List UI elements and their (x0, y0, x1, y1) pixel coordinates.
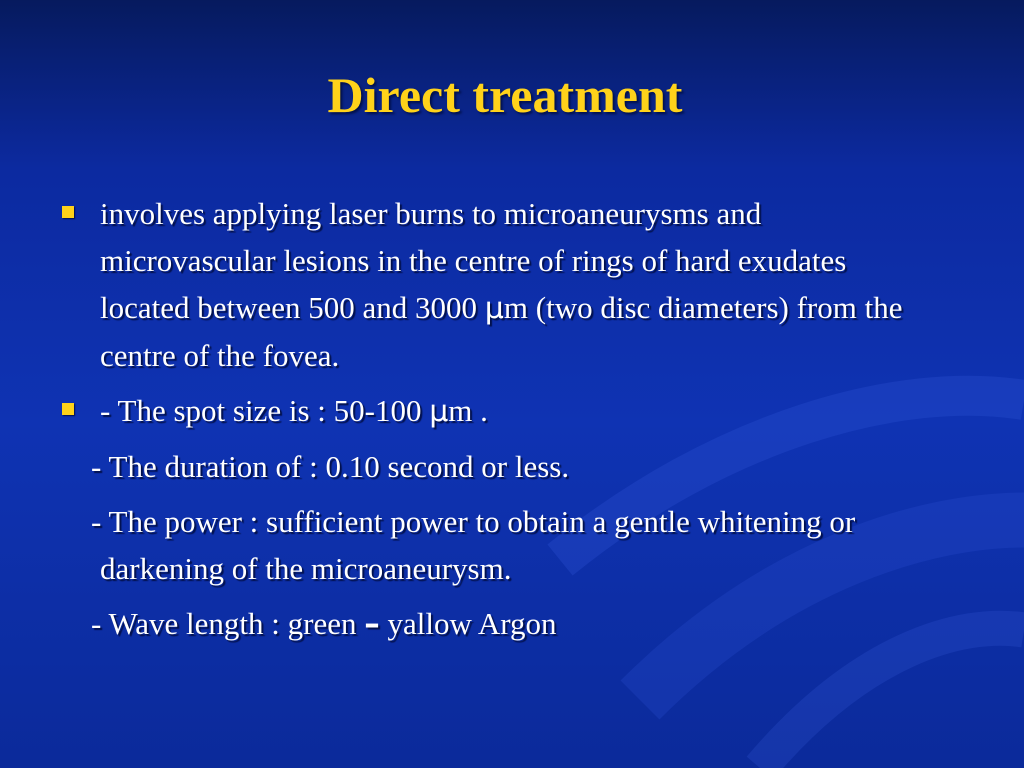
en-dash-symbol: – (364, 606, 380, 642)
subline-wavelength (62, 600, 942, 648)
bullet-2-text: - The spot size is : 50-100 (100, 393, 430, 428)
bullet-item-1 (62, 190, 942, 379)
square-bullet-icon (62, 403, 74, 415)
subline-power-text: - The power : sufficient power to obtain a gentle whitening or darkening of the microaneurysm. (91, 504, 856, 586)
bullet-1-text-end: m (two disc diameters) from the centre of the fovea. (100, 290, 903, 373)
micro-symbol: μ (484, 291, 504, 326)
subline-power (62, 498, 942, 592)
subline-wavelength-text: - Wave length : green (91, 606, 365, 641)
subline-duration (62, 443, 942, 490)
micro-symbol: μ (429, 394, 449, 429)
slide-body (62, 190, 942, 648)
bullet-2-text-end: m . (448, 393, 488, 428)
bullet-item-2 (62, 387, 942, 435)
subline-duration-text: - The duration of : 0.10 second or less. (91, 449, 570, 484)
bullet-1-text: involves applying laser burns to microaneurysms and microvascular lesions in the centre of rings of hard exudates located between 500 and 3000 (100, 196, 847, 325)
square-bullet-icon (62, 206, 74, 218)
subline-wavelength-text-end: yallow Argon (379, 606, 557, 641)
slide-title: Direct treatment (327, 67, 683, 123)
